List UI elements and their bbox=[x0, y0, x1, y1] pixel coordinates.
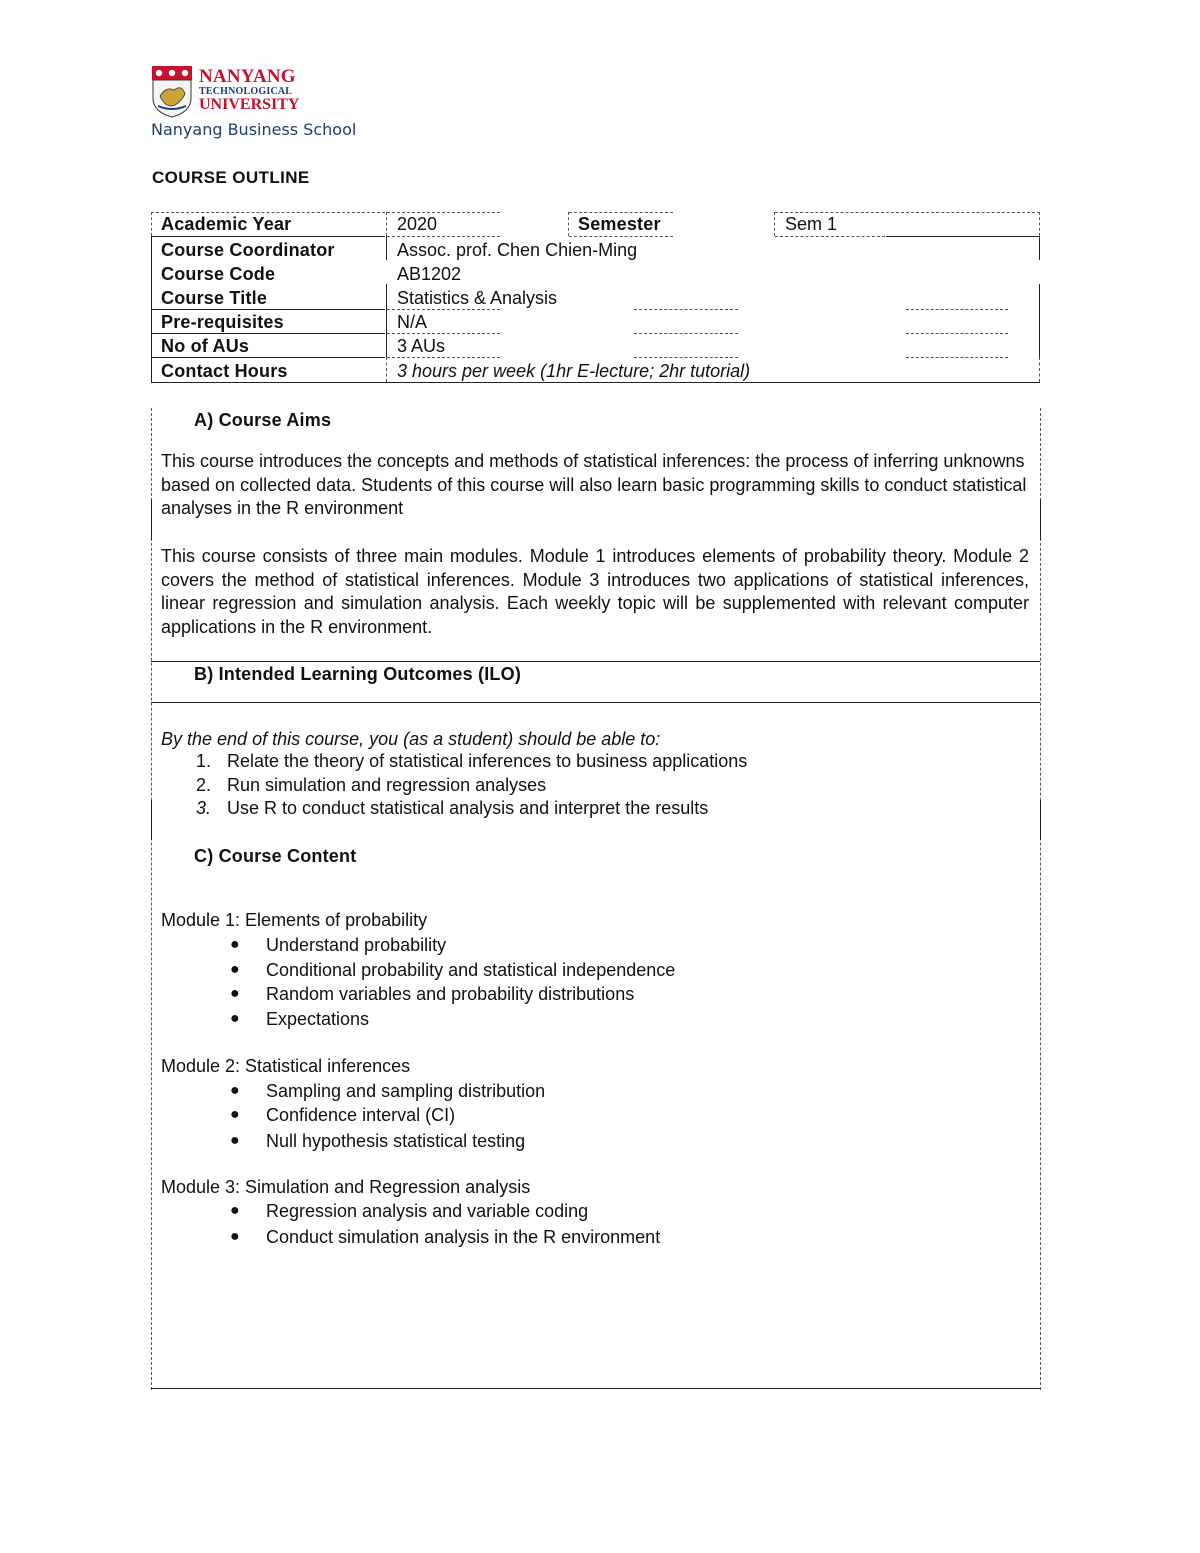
module-1-item: Expectations bbox=[266, 1009, 370, 1029]
bullet-dot-icon: ● bbox=[230, 961, 240, 978]
module-2-item: Sampling and sampling distribution bbox=[266, 1081, 546, 1101]
module-2-item: Confidence interval (CI) bbox=[266, 1105, 456, 1125]
ilo-item: Relate the theory of statistical inferences to business applications bbox=[227, 751, 748, 771]
bullet-dot-icon: ● bbox=[230, 936, 240, 953]
bullet-dot-icon: ● bbox=[230, 1132, 240, 1149]
module-2-title: Module 2: Statistical inferences bbox=[161, 1056, 411, 1076]
module-1-item: Understand probability bbox=[266, 935, 447, 955]
bullet-dot-icon: ● bbox=[230, 1202, 240, 1219]
ilo-number: 1. bbox=[196, 751, 212, 771]
module-1-item: Random variables and probability distributions bbox=[266, 984, 635, 1004]
ilo-intro: By the end of this course, you (as a student) should be able to: bbox=[161, 729, 661, 749]
module-3-item: Regression analysis and variable coding bbox=[266, 1201, 589, 1221]
course-title-label: Course Title bbox=[161, 288, 268, 308]
contact-hours-value: 3 hours per week (1hr E-lecture; 2hr tutorial) bbox=[397, 361, 751, 381]
bullet-dot-icon: ● bbox=[230, 1082, 240, 1099]
course-code-label: Course Code bbox=[161, 264, 276, 284]
prerequisites-value: N/A bbox=[397, 312, 428, 332]
school-name: Nanyang Business School bbox=[151, 120, 357, 139]
course-title-value: Statistics & Analysis bbox=[397, 288, 558, 308]
module-3-item: Conduct simulation analysis in the R environment bbox=[266, 1227, 661, 1247]
bullet-dot-icon: ● bbox=[230, 1228, 240, 1245]
semester-label: Semester bbox=[578, 214, 661, 234]
academic-year-value: 2020 bbox=[397, 214, 438, 234]
course-code-value: AB1202 bbox=[397, 264, 462, 284]
contact-hours-label: Contact Hours bbox=[161, 361, 288, 381]
coordinator-value: Assoc. prof. Chen Chien-Ming bbox=[397, 240, 638, 260]
course-content-heading: C) Course Content bbox=[194, 846, 357, 866]
module-3-title: Module 3: Simulation and Regression analysis bbox=[161, 1177, 531, 1197]
course-aims-paragraph-1: This course introduces the concepts and methods of statistical inferences: the process of inferring unknowns based on collected data. Students of this course will also learn basic programming skills to conduct statistical analyses in the R environment bbox=[161, 451, 1027, 519]
coordinator-label: Course Coordinator bbox=[161, 240, 335, 260]
aus-label: No of AUs bbox=[161, 336, 250, 356]
ilo-item: Use R to conduct statistical analysis and interpret the results bbox=[227, 798, 709, 818]
course-aims-heading: A) Course Aims bbox=[194, 410, 332, 430]
academic-year-label: Academic Year bbox=[161, 214, 292, 234]
ilo-heading: B) Intended Learning Outcomes (ILO) bbox=[194, 664, 522, 684]
ntu-crest-logo bbox=[152, 66, 192, 118]
aus-value: 3 AUs bbox=[397, 336, 446, 356]
module-1-title: Module 1: Elements of probability bbox=[161, 910, 428, 930]
module-1-item: Conditional probability and statistical independence bbox=[266, 960, 676, 980]
logo-line-3: UNIVERSITY bbox=[199, 96, 300, 113]
semester-value: Sem 1 bbox=[785, 214, 838, 234]
bullet-dot-icon: ● bbox=[230, 1010, 240, 1027]
logo-line-2: TECHNOLOGICAL bbox=[199, 86, 293, 97]
prerequisites-label: Pre-requisites bbox=[161, 312, 284, 332]
course-aims-paragraph-2: This course consists of three main modules. Module 1 introduces elements of probability theory. Module 2 covers the method of statistical inferences. Module 3 introduces two applications of statistical inferences, linear regression and simulation analysis. Each weekly topic will be supplemented with relevant computer applications in the R environment. bbox=[161, 546, 1029, 637]
ilo-number: 3. bbox=[196, 798, 212, 818]
doc-title: COURSE OUTLINE bbox=[152, 168, 310, 187]
bullet-dot-icon: ● bbox=[230, 985, 240, 1002]
module-2-item: Null hypothesis statistical testing bbox=[266, 1131, 526, 1151]
ilo-number: 2. bbox=[196, 775, 212, 795]
logo-line-1: NANYANG bbox=[199, 66, 296, 87]
bullet-dot-icon: ● bbox=[230, 1106, 240, 1123]
ilo-item: Run simulation and regression analyses bbox=[227, 775, 547, 795]
